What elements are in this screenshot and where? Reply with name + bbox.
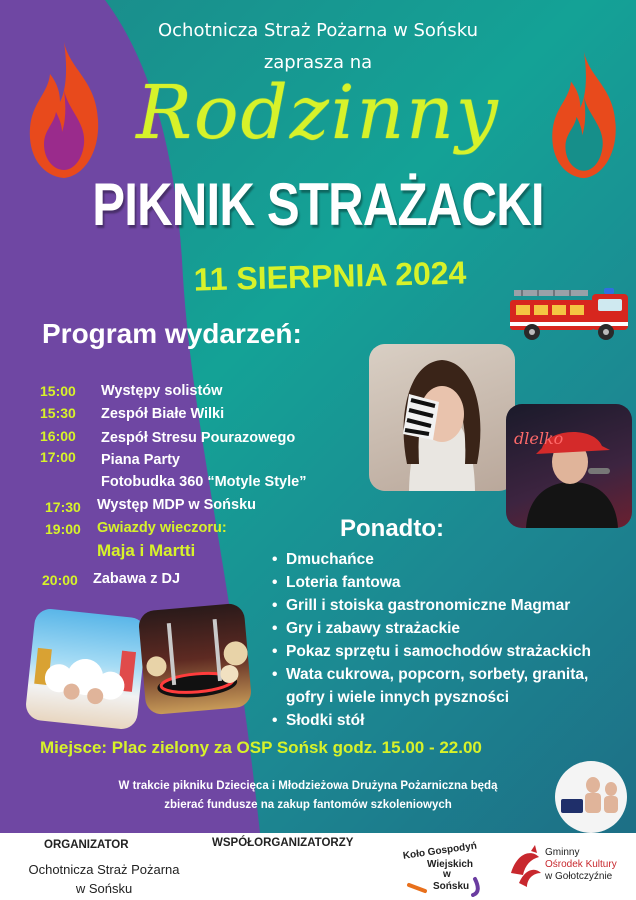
program-item: Gwiazdy wieczoru: (97, 520, 227, 536)
program-time: 15:00 (40, 383, 76, 399)
extras-item: • Pokaz sprzętu i samochodów strażackich (272, 640, 632, 663)
organizer-name-line: Ochotnicza Straż Pożarna (28, 862, 180, 877)
kgw-sonsk-logo (395, 839, 495, 897)
program-time: 16:00 (40, 428, 76, 444)
extras-item: • Słodki stół (272, 709, 632, 732)
program-time: 20:00 (42, 572, 78, 588)
program-item: Zespół Białe Wilki (101, 406, 225, 422)
extras-item-continued: gofry i wiele innych pyszności (286, 689, 510, 706)
kgw-logo-text: Sońsku (433, 881, 470, 892)
photo-booth-360 (138, 603, 253, 716)
fire-truck-icon (508, 286, 632, 342)
gok-logo-text: Gminny (545, 847, 580, 858)
gok-logo (505, 843, 631, 889)
fundraiser-note (58, 777, 558, 815)
program-item: Występ MDP w Sońsku (97, 497, 256, 513)
program-item: Fotobudka 360 “Motyle Style” (101, 474, 307, 490)
program-time: 17:00 (40, 449, 76, 465)
gok-logo-text: w Gołotczyźnie (545, 871, 613, 882)
organizer-name (20, 860, 188, 898)
program-heading: Program wydarzeń: (42, 318, 302, 349)
program-time: 15:30 (40, 405, 76, 421)
kgw-logo-text: Koło Gospodyń (402, 840, 478, 862)
main-title: PIKNIK STRAŻACKI (92, 171, 544, 238)
kgw-logo-text: Wiejskich (427, 859, 474, 870)
footer (0, 833, 636, 900)
header-invite: zaprasza na (263, 52, 373, 73)
script-title: Rodzinny (136, 70, 500, 156)
organizer-label: ORGANIZATOR (44, 839, 129, 851)
photo-training-mannequins (555, 761, 627, 833)
extras-item: • Grill i stoiska gastronomiczne Magmar (272, 594, 632, 617)
extras-list (272, 548, 632, 732)
extras-heading: Ponadto: (340, 515, 444, 542)
program-item: Zabawa z DJ (93, 571, 181, 587)
extras-item: • Gry i zabawy strażackie (272, 617, 632, 640)
photo-singer-martti (506, 404, 632, 528)
program-item: Piana Party (101, 452, 180, 468)
photo-singer-maja (369, 344, 515, 491)
headliners: Maja i Martti (97, 541, 196, 560)
organizer-name-line: w Sońsku (75, 881, 133, 896)
extras-item: • Wata cukrowa, popcorn, sorbety, granita, (272, 663, 632, 686)
gok-logo-text: Ośrodek Kultury (545, 859, 617, 870)
extras-item: • Dmuchańce (272, 548, 632, 571)
program-time: 17:30 (45, 499, 81, 515)
program-item: Występy solistów (101, 383, 223, 399)
program-time: 19:00 (45, 521, 81, 537)
header-organizer: Ochotnicza Straż Pożarna w Sońsku (157, 20, 479, 41)
kgw-logo-text: w (443, 869, 451, 880)
co-organizers-label: WSPÓŁORGANIZATORZY (212, 837, 354, 849)
program-item: Zespół Stresu Pourazowego (101, 430, 296, 446)
location-and-hours: Miejsce: Plac zielony za OSP Sońsk godz. 15.00 - 22.00 (40, 738, 482, 757)
svg-text:dlelko: dlelko (514, 429, 564, 448)
event-date: 11 SIERPNIA 2024 (193, 254, 467, 298)
fundraiser-note-line: zbierać fundusze na zakup fantomów szkoleniowych (164, 799, 452, 811)
fundraiser-note-line: W trakcie pikniku Dziecięca i Młodzieżowa Drużyna Pożarniczna będą (118, 780, 498, 792)
extras-item: • Loteria fantowa (272, 571, 632, 594)
photo-foam-party (24, 607, 147, 730)
